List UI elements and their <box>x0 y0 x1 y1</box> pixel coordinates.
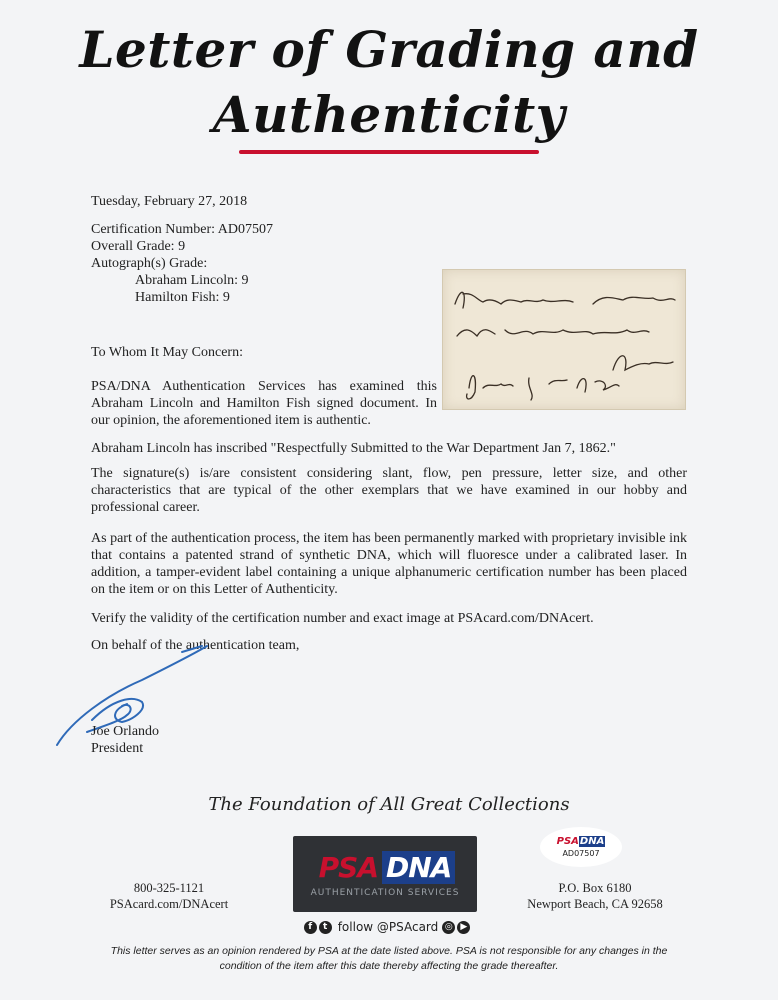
title-line-2: Authenticity <box>212 85 566 144</box>
disclaimer-line-1: This letter serves as an opinion rendered by PSA at the date listed above. PSA is not responsible for any changes in the <box>110 945 668 957</box>
contact-left <box>84 880 254 912</box>
sticker-cert-number: AD07507 <box>562 849 600 858</box>
twitter-icon[interactable]: t <box>319 921 332 934</box>
salutation: To Whom It May Concern: <box>91 345 243 360</box>
paragraph-exam: PSA/DNA Authentication Services has examined this Abraham Lincoln and Hamilton Fish signed document. In our opinion, the aforementioned item is authentic. <box>91 379 437 428</box>
psa-dna-logo <box>293 836 477 912</box>
disclaimer <box>0 944 778 974</box>
title-accent-underline <box>239 150 539 154</box>
letter-date: Tuesday, February 27, 2018 <box>91 194 248 209</box>
logo-dna-text: DNA <box>382 851 455 884</box>
instagram-icon[interactable]: ◎ <box>442 921 455 934</box>
closing-line: On behalf of the authentication team, <box>91 638 300 653</box>
certification-number: Certification Number: AD07507 <box>91 222 273 237</box>
paragraph-signature: The signature(s) is/are consistent considering slant, flow, pen pressure, letter size, and other characteristics that are typical of the other exemplars that we have examined in our hobby and professional career. <box>91 466 687 515</box>
grade-lincoln: Abraham Lincoln: 9 <box>135 273 249 288</box>
social-row <box>298 918 478 936</box>
title-line-1: Letter of Grading and <box>79 20 699 79</box>
city-address: Newport Beach, CA 92658 <box>527 897 663 911</box>
inscription-image <box>442 269 686 410</box>
handwriting-inscription <box>443 270 687 411</box>
contact-right <box>510 880 680 912</box>
facebook-icon[interactable]: f <box>304 921 317 934</box>
paragraph-process: As part of the authentication process, the item has been permanently marked with proprietary invisible ink that contains a patented strand of synthetic DNA, which will fluoresce under a calibrated laser. In addition, a tamper-evident label containing a unique alphanumeric certification number has been placed on the item or on this Letter of Authenticity. <box>91 531 687 597</box>
paragraph-inscription: Abraham Lincoln has inscribed "Respectfully Submitted to the War Department Jan 7, 1862." <box>91 441 616 456</box>
logo-tagline: AUTHENTICATION SERVICES <box>310 887 460 898</box>
youtube-icon[interactable]: ▶ <box>457 921 470 934</box>
grade-fish: Hamilton Fish: 9 <box>135 290 230 305</box>
overall-grade: Overall Grade: 9 <box>91 239 186 254</box>
signer-name: Joe Orlando <box>91 724 160 739</box>
disclaimer-line-2: condition of the item after this date thereby affecting the grade thereafter. <box>219 960 559 972</box>
social-handle[interactable]: follow @PSAcard <box>337 920 439 934</box>
signer-title: President <box>91 741 144 756</box>
certification-sticker <box>540 827 622 867</box>
sticker-psa-text: PSA <box>556 836 579 847</box>
sticker-dna-text: DNA <box>579 836 605 847</box>
website[interactable]: PSAcard.com/DNAcert <box>109 897 229 911</box>
phone-number: 800-325-1121 <box>133 881 205 895</box>
logo-psa-text: PSA <box>318 850 378 884</box>
autograph-grade-label: Autograph(s) Grade: <box>91 256 208 271</box>
foundation-slogan: The Foundation of All Great Collections <box>208 794 570 815</box>
paragraph-verify: Verify the validity of the certification number and exact image at PSAcard.com/DNAcert. <box>91 611 594 626</box>
po-box: P.O. Box 6180 <box>558 881 632 895</box>
